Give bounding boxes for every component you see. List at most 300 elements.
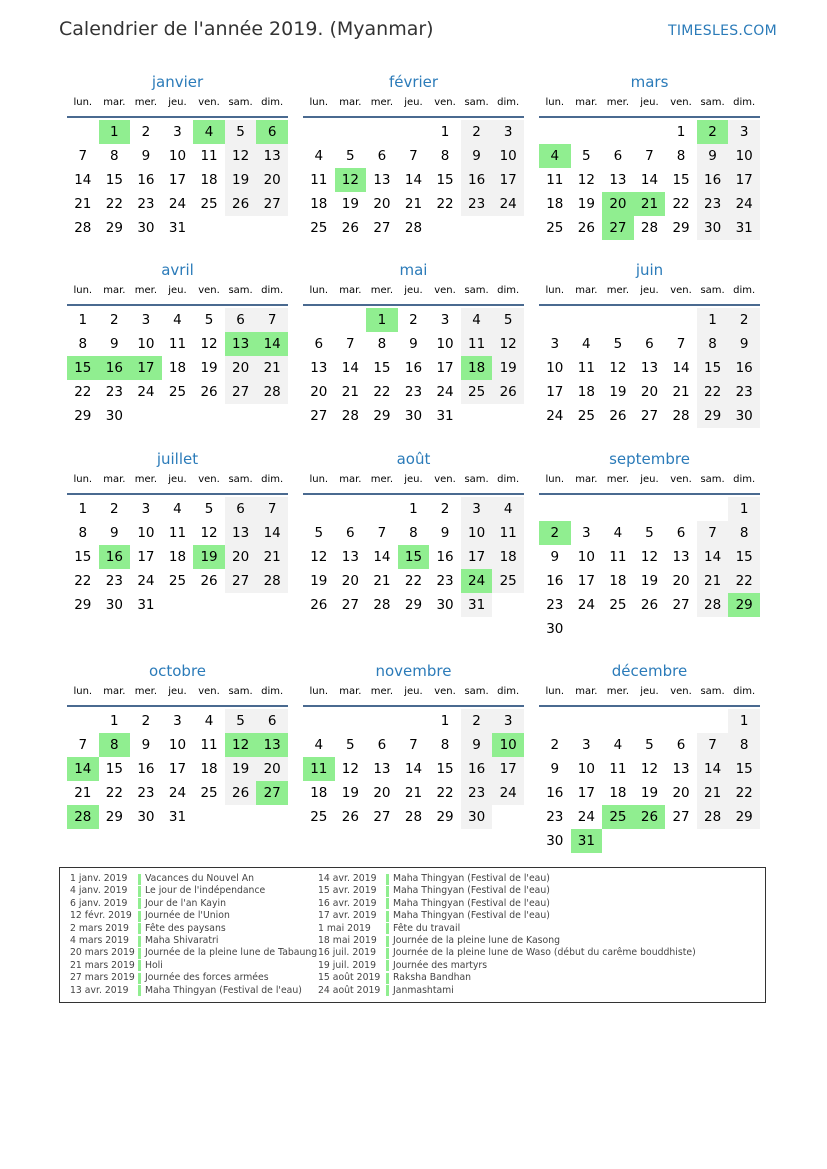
day-cell: 25 — [609, 597, 627, 613]
weekday-label: sam. — [700, 97, 725, 108]
day-cell: 4 — [492, 497, 524, 521]
legend-date: 24 août 2019 — [318, 984, 381, 996]
holiday-day-cell: 27 — [602, 216, 634, 240]
day-cell: 20 — [256, 757, 288, 781]
day-cell: 29 — [672, 220, 690, 236]
weekday-label: ven. — [198, 285, 220, 296]
day-cell: 22 — [728, 569, 760, 593]
day-grid — [539, 707, 760, 853]
holiday-marker — [138, 948, 141, 959]
day-cell: 7 — [78, 737, 88, 753]
weekday-label: mar. — [103, 97, 126, 108]
day-cell: 5 — [346, 148, 355, 164]
day-cell: 15 — [436, 761, 454, 777]
day-cell: 21 — [672, 384, 690, 400]
month-name: octobre — [148, 662, 207, 680]
day-cell: 23 — [461, 781, 493, 805]
day-cell: 19 — [609, 384, 627, 400]
day-cell: 16 — [461, 757, 493, 781]
day-cell: 15 — [672, 172, 690, 188]
weekday-label: mar. — [575, 97, 598, 108]
day-cell: 11 — [168, 336, 187, 352]
day-cell: 10 — [436, 336, 454, 352]
day-cell: 23 — [137, 196, 155, 212]
weekday-label: lun. — [73, 285, 93, 296]
day-cell: 27 — [672, 597, 690, 613]
day-cell: 13 — [373, 172, 391, 188]
legend-date: 15 avr. 2019 — [318, 885, 377, 897]
legend-date: 12 févr. 2019 — [70, 910, 132, 922]
day-cell: 25 — [492, 569, 524, 593]
day-cell: 3 — [582, 737, 591, 753]
day-cell: 6 — [676, 525, 686, 541]
day-cell: 1 — [728, 709, 760, 733]
day-cell: 6 — [613, 148, 623, 164]
month-7 — [303, 449, 524, 617]
holiday-day-cell: 25 — [602, 805, 634, 829]
holiday-day-cell: 21 — [634, 192, 666, 216]
weekday-label: mar. — [339, 686, 362, 697]
month-3 — [67, 260, 288, 428]
weekday-label: sam. — [228, 686, 253, 697]
holiday-day-cell: 28 — [67, 805, 99, 829]
day-cell: 14 — [640, 172, 659, 188]
holiday-day-cell: 4 — [193, 120, 225, 144]
empty-cell — [539, 120, 571, 144]
day-cell: 1 — [110, 713, 119, 729]
day-cell: 3 — [582, 525, 591, 541]
holiday-day-cell: 16 — [99, 545, 131, 569]
day-grid — [539, 306, 760, 428]
empty-cell — [602, 308, 634, 332]
month-name: avril — [161, 261, 194, 279]
weekday-label: dim. — [497, 97, 520, 108]
weekday-label: mer. — [370, 285, 394, 296]
day-cell: 12 — [310, 549, 328, 565]
day-grid — [303, 707, 524, 829]
weekday-label: dim. — [497, 474, 520, 485]
day-cell: 5 — [582, 148, 591, 164]
day-cell: 16 — [137, 172, 155, 188]
day-cell: 10 — [137, 336, 155, 352]
holiday-day-cell: 14 — [256, 332, 288, 356]
holiday-marker — [138, 874, 141, 885]
day-cell: 5 — [492, 308, 524, 332]
day-cell: 23 — [697, 192, 729, 216]
weekday-label: jeu. — [404, 97, 423, 108]
day-grid — [67, 306, 288, 428]
day-cell: 15 — [728, 757, 760, 781]
day-cell: 10 — [546, 360, 564, 376]
day-cell: 9 — [440, 525, 450, 541]
day-cell: 4 — [173, 501, 182, 517]
day-cell: 15 — [697, 356, 729, 380]
day-cell: 20 — [225, 545, 257, 569]
weekday-label: sam. — [228, 474, 253, 485]
month-6 — [67, 449, 288, 617]
holiday-legend — [59, 867, 766, 1003]
day-cell: 2 — [141, 713, 151, 729]
legend-holiday-name: Le jour de l'indépendance — [145, 885, 266, 897]
legend-holiday-name: Maha Thingyan (Festival de l'eau) — [393, 873, 550, 884]
day-cell: 18 — [546, 196, 564, 212]
weekday-label: jeu. — [640, 474, 659, 485]
empty-cell — [303, 497, 335, 521]
weekday-label: lun. — [545, 97, 565, 108]
day-cell: 7 — [256, 497, 288, 521]
day-cell: 2 — [141, 124, 151, 140]
weekday-header — [539, 681, 760, 707]
empty-cell — [335, 308, 367, 332]
legend-date: 4 janv. 2019 — [70, 885, 128, 897]
day-cell: 4 — [461, 308, 493, 332]
month-11 — [539, 661, 760, 853]
month-1 — [303, 72, 524, 240]
legend-item — [318, 923, 696, 935]
day-cell: 6 — [225, 497, 257, 521]
day-cell: 25 — [200, 785, 218, 801]
day-cell: 21 — [74, 785, 92, 801]
month-name: mai — [399, 261, 428, 279]
day-cell: 5 — [225, 709, 257, 733]
month-name: janvier — [151, 73, 204, 91]
day-cell: 20 — [310, 384, 328, 400]
holiday-day-cell: 19 — [193, 545, 225, 569]
day-cell: 11 — [168, 525, 187, 541]
holiday-day-cell: 15 — [67, 356, 99, 380]
day-cell: 6 — [377, 737, 387, 753]
day-cell: 27 — [672, 809, 690, 825]
day-cell: 1 — [78, 312, 88, 328]
day-cell: 15 — [105, 172, 123, 188]
day-cell: 19 — [200, 360, 218, 376]
weekday-label: dim. — [733, 474, 756, 485]
weekday-label: dim. — [733, 97, 756, 108]
empty-cell — [571, 120, 603, 144]
legend-item — [70, 947, 317, 959]
day-cell: 17 — [436, 360, 454, 376]
day-cell: 21 — [341, 384, 359, 400]
day-cell: 4 — [613, 525, 623, 541]
empty-cell — [366, 497, 398, 521]
day-cell: 3 — [492, 709, 524, 733]
holiday-day-cell: 11 — [303, 757, 335, 781]
day-cell: 22 — [105, 785, 123, 801]
day-cell: 28 — [697, 805, 729, 829]
legend-item — [318, 873, 696, 885]
day-cell: 8 — [440, 737, 450, 753]
legend-date: 1 mai 2019 — [318, 922, 371, 934]
day-cell: 16 — [137, 761, 155, 777]
legend-date: 1 janv. 2019 — [70, 873, 128, 884]
day-cell: 7 — [346, 336, 355, 352]
day-cell: 25 — [310, 220, 328, 236]
day-cell: 19 — [225, 757, 257, 781]
day-cell: 11 — [609, 549, 627, 565]
day-cell: 13 — [225, 521, 257, 545]
day-cell: 19 — [310, 573, 328, 589]
month-4 — [303, 260, 524, 428]
empty-cell — [571, 497, 603, 521]
day-cell: 20 — [672, 785, 690, 801]
day-cell: 26 — [341, 220, 359, 236]
day-cell: 18 — [200, 172, 218, 188]
day-cell: 6 — [346, 525, 355, 541]
weekday-label: sam. — [700, 474, 725, 485]
day-cell: 21 — [697, 569, 729, 593]
day-cell: 2 — [440, 501, 450, 517]
day-cell: 15 — [74, 549, 92, 565]
legend-holiday-name: Vacances du Nouvel An — [145, 873, 254, 884]
day-cell: 7 — [676, 336, 686, 352]
weekday-label: mar. — [103, 474, 126, 485]
weekday-header — [539, 280, 760, 306]
day-cell: 13 — [256, 144, 288, 168]
empty-cell — [398, 709, 430, 733]
day-cell: 3 — [492, 120, 524, 144]
holiday-marker — [138, 936, 141, 947]
legend-holiday-name: Fête des paysans — [145, 922, 226, 934]
day-cell: 26 — [492, 380, 524, 404]
weekday-label: mer. — [134, 686, 158, 697]
day-cell: 3 — [173, 713, 182, 729]
day-cell: 18 — [492, 545, 524, 569]
day-cell: 22 — [105, 196, 123, 212]
day-cell: 10 — [577, 761, 595, 777]
legend-item — [70, 910, 317, 922]
legend-holiday-name: Maha Thingyan (Festival de l'eau) — [145, 984, 302, 996]
day-cell: 20 — [256, 168, 288, 192]
weekday-label: mer. — [606, 474, 630, 485]
legend-date: 20 mars 2019 — [70, 947, 135, 959]
day-cell: 25 — [310, 809, 328, 825]
day-cell: 7 — [409, 737, 418, 753]
day-cell: 9 — [110, 525, 119, 541]
day-cell: 21 — [404, 785, 423, 801]
day-cell: 21 — [697, 781, 729, 805]
day-cell: 26 — [341, 809, 359, 825]
weekday-label: dim. — [733, 285, 756, 296]
day-cell: 23 — [546, 809, 564, 825]
holiday-marker — [138, 886, 141, 897]
day-cell: 18 — [310, 785, 328, 801]
legend-item — [70, 972, 317, 984]
empty-cell — [602, 709, 634, 733]
weekday-label: jeu. — [168, 474, 187, 485]
holiday-day-cell: 1 — [99, 120, 131, 144]
day-cell: 23 — [436, 573, 454, 589]
weekday-label: mar. — [575, 474, 598, 485]
legend-holiday-name: Journée de la pleine lune de Tabaung — [145, 947, 318, 959]
day-cell: 13 — [609, 172, 627, 188]
day-grid — [303, 118, 524, 240]
day-grid — [303, 306, 524, 428]
day-cell: 16 — [404, 360, 423, 376]
day-cell: 10 — [168, 148, 187, 164]
holiday-day-cell: 10 — [492, 733, 524, 757]
day-cell: 17 — [492, 757, 524, 781]
day-cell: 22 — [436, 196, 454, 212]
day-cell: 23 — [105, 384, 123, 400]
empty-cell — [665, 709, 697, 733]
legend-date: 16 juil. 2019 — [318, 947, 376, 959]
day-cell: 7 — [409, 148, 418, 164]
day-cell: 30 — [404, 408, 423, 424]
day-cell: 25 — [200, 196, 218, 212]
day-cell: 10 — [492, 144, 524, 168]
holiday-marker — [138, 973, 141, 984]
brand-link[interactable]: TIMESLES.COM — [668, 23, 777, 39]
holiday-marker — [386, 898, 389, 909]
legend-item — [318, 935, 696, 947]
day-cell: 2 — [461, 120, 493, 144]
day-cell: 17 — [728, 168, 760, 192]
legend-date: 17 avr. 2019 — [318, 910, 377, 922]
day-cell: 28 — [256, 569, 288, 593]
day-cell: 23 — [105, 573, 123, 589]
day-cell: 6 — [645, 336, 654, 352]
day-cell: 28 — [256, 380, 288, 404]
empty-cell — [303, 308, 335, 332]
empty-cell — [539, 497, 571, 521]
day-cell: 5 — [645, 525, 654, 541]
day-cell: 19 — [577, 196, 595, 212]
holiday-day-cell: 2 — [539, 521, 571, 545]
day-cell: 9 — [110, 336, 119, 352]
day-cell: 21 — [74, 196, 92, 212]
day-cell: 11 — [200, 148, 218, 164]
day-cell: 8 — [440, 148, 450, 164]
weekday-label: lun. — [73, 686, 93, 697]
empty-cell — [335, 120, 367, 144]
day-cell: 25 — [168, 384, 187, 400]
day-cell: 8 — [676, 148, 686, 164]
day-cell: 6 — [377, 148, 387, 164]
empty-cell — [335, 709, 367, 733]
day-cell: 30 — [461, 805, 493, 829]
day-cell: 14 — [672, 360, 690, 376]
day-grid — [67, 118, 288, 240]
day-cell: 14 — [404, 172, 423, 188]
empty-cell — [634, 709, 666, 733]
day-cell: 12 — [200, 336, 218, 352]
day-cell: 16 — [546, 573, 564, 589]
day-cell: 22 — [436, 785, 454, 801]
day-cell: 5 — [225, 120, 257, 144]
day-cell: 23 — [728, 380, 760, 404]
day-cell: 4 — [314, 737, 324, 753]
day-cell: 18 — [310, 196, 328, 212]
weekday-label: jeu. — [168, 97, 187, 108]
legend-holiday-name: Janmashtami — [393, 984, 454, 996]
day-cell: 12 — [341, 761, 359, 777]
legend-item — [318, 885, 696, 897]
day-cell: 31 — [461, 593, 493, 617]
month-name: novembre — [375, 662, 452, 680]
day-cell: 18 — [168, 360, 187, 376]
holiday-day-cell: 27 — [256, 781, 288, 805]
weekday-label: ven. — [434, 285, 456, 296]
weekday-label: sam. — [464, 97, 489, 108]
day-cell: 20 — [373, 196, 391, 212]
weekday-label: ven. — [434, 686, 456, 697]
legend-item — [70, 935, 317, 947]
month-name: août — [396, 450, 431, 468]
day-cell: 8 — [110, 148, 119, 164]
holiday-marker — [386, 973, 389, 984]
day-cell: 7 — [645, 148, 654, 164]
day-cell: 9 — [461, 144, 493, 168]
weekday-header — [67, 681, 288, 707]
day-cell: 26 — [609, 408, 627, 424]
weekday-label: mer. — [370, 474, 394, 485]
empty-cell — [539, 308, 571, 332]
day-cell: 21 — [256, 356, 288, 380]
empty-cell — [366, 709, 398, 733]
day-cell: 30 — [105, 408, 123, 424]
day-cell: 9 — [141, 148, 151, 164]
day-cell: 3 — [550, 336, 560, 352]
day-cell: 30 — [105, 597, 123, 613]
holiday-day-cell: 13 — [256, 733, 288, 757]
legend-holiday-name: Journée de l'Union — [145, 910, 230, 922]
day-cell: 16 — [461, 168, 493, 192]
day-cell: 23 — [546, 597, 564, 613]
day-cell: 14 — [404, 761, 423, 777]
day-cell: 12 — [640, 549, 659, 565]
day-cell: 14 — [373, 549, 391, 565]
day-cell: 8 — [78, 336, 88, 352]
day-cell: 26 — [200, 384, 218, 400]
weekday-label: dim. — [733, 686, 756, 697]
day-cell: 20 — [373, 785, 391, 801]
day-cell: 30 — [137, 220, 155, 236]
holiday-day-cell: 4 — [539, 144, 571, 168]
legend-holiday-name: Journée de la pleine lune de Waso (début du carême bouddhiste) — [393, 947, 696, 959]
day-cell: 8 — [377, 336, 387, 352]
day-cell: 17 — [577, 573, 595, 589]
day-cell: 9 — [461, 733, 493, 757]
day-cell: 2 — [461, 709, 493, 733]
day-grid — [67, 707, 288, 829]
legend-date: 6 janv. 2019 — [70, 897, 128, 909]
day-cell: 18 — [168, 549, 187, 565]
day-cell: 6 — [676, 737, 686, 753]
empty-cell — [571, 308, 603, 332]
day-cell: 25 — [168, 573, 187, 589]
weekday-label: lun. — [309, 97, 329, 108]
day-cell: 2 — [409, 312, 418, 328]
month-name: mars — [630, 73, 669, 91]
day-cell: 14 — [341, 360, 359, 376]
day-cell: 24 — [436, 384, 454, 400]
day-cell: 13 — [672, 761, 690, 777]
legend-holiday-name: Maha Thingyan (Festival de l'eau) — [393, 910, 550, 922]
day-cell: 9 — [550, 549, 560, 565]
day-cell: 25 — [461, 380, 493, 404]
month-name: décembre — [611, 662, 688, 680]
legend-item — [70, 923, 317, 935]
weekday-label: mar. — [575, 686, 598, 697]
day-cell: 13 — [640, 360, 659, 376]
holiday-day-cell: 15 — [398, 545, 430, 569]
day-cell: 22 — [404, 573, 423, 589]
day-cell: 14 — [697, 545, 729, 569]
holiday-marker — [386, 923, 389, 934]
weekday-label: sam. — [228, 285, 253, 296]
day-cell: 29 — [436, 809, 454, 825]
day-cell: 13 — [672, 549, 690, 565]
